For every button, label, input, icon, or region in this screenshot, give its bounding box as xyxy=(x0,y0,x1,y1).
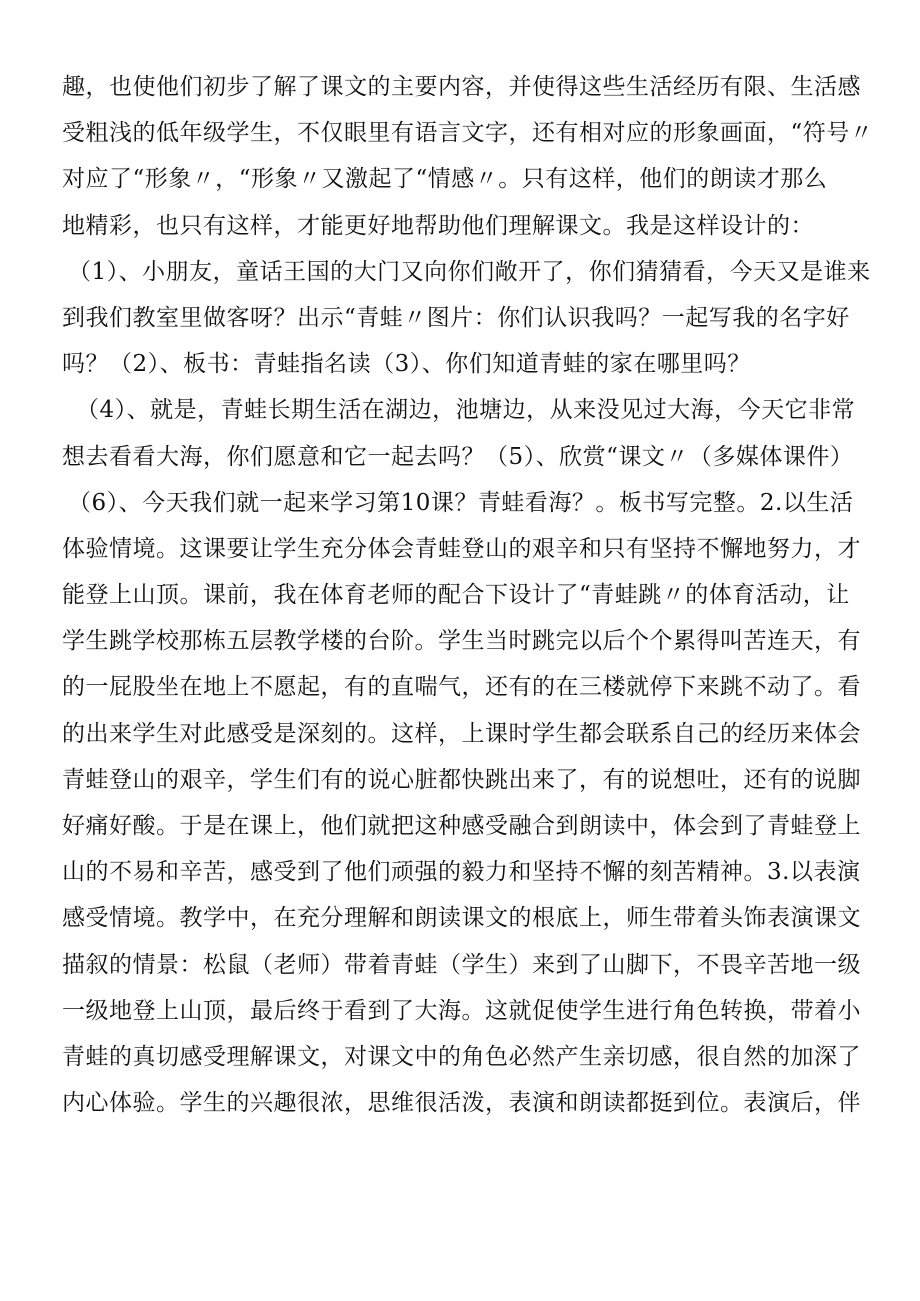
text-line: 到我们教室里做客呀？出示“青蛙〃图片：你们认识我吗？一起写我的名字好 xyxy=(62,304,850,331)
text-line: （6）、今天我们就一起来学习第10课？青蛙看海？。板书写完整。2.以生活 xyxy=(68,489,854,516)
text-line: 的一屁股坐在地上不愿起，有的直喘气，还有的在三楼就停下来跳不动了。看 xyxy=(62,674,861,701)
text-line: 学生跳学校那栋五层教学楼的台阶。学生当时跳完以后个个累得叫苦连天，有 xyxy=(62,628,861,655)
body-text xyxy=(62,64,874,1126)
text-line: 青蛙登山的艰辛，学生们有的说心脏都快跳出来了，有的说想吐，还有的说脚 xyxy=(62,766,861,793)
text-line: 的出来学生对此感受是深刻的。这样，上课时学生都会联系自己的经历来体会 xyxy=(62,720,861,747)
text-line: 想去看看大海，你们愿意和它一起去吗？（5）、欣赏“课文〃（多媒体课件） xyxy=(62,443,854,470)
text-line: 内心体验。学生的兴趣很浓，思维很活泼，表演和朗读都挺到位。表演后，伴 xyxy=(62,1090,861,1117)
text-line: 山的不易和辛苦，感受到了他们顽强的毅力和坚持不懈的刻苦精神。3.以表演 xyxy=(62,859,861,886)
text-line: 能登上山顶。课前，我在体育老师的配合下设计了“青蛙跳〃的体育活动，让 xyxy=(62,582,850,609)
text-line: 描叙的情景：松鼠（老师）带着青蛙（学生）来到了山脚下，不畏辛苦地一级 xyxy=(62,951,861,978)
text-line: 地精彩，也只有这样，才能更好地帮助他们理解课文。我是这样设计的： xyxy=(62,212,814,239)
text-line: 好痛好酸。于是在课上，他们就把这种感受融合到朗读中，体会到了青蛙登上 xyxy=(62,813,861,839)
text-line: 一级地登上山顶，最后终于看到了大海。这就促使学生进行角色转换，带着小 xyxy=(62,997,861,1024)
text-line: 体验情境。这课要让学生充分体会青蛙登山的艰辛和只有坚持不懈地努力，才 xyxy=(62,535,861,562)
text-line: （1）、小朋友，童话王国的大门又向你们敞开了，你们猜猜看，今天又是谁来 xyxy=(68,258,871,285)
text-line: 吗？（2）、板书：青蛙指名读（3）、你们知道青蛙的家在哪里吗？ xyxy=(62,351,751,378)
text-line: 受粗浅的低年级学生，不仅眼里有语言文字，还有相对应的形象画面，“符号〃 xyxy=(62,120,874,147)
text-line: （4）、就是，青蛙长期生活在湖边，池塘边，从来没见过大海，今天它非常 xyxy=(76,397,856,424)
text-line: 青蛙的真切感受理解课文，对课文中的角色必然产生亲切感，很自然的加深了 xyxy=(62,1043,861,1070)
text-line: 对应了“形象〃，“形象〃又激起了“情感〃。只有这样，他们的朗读才那么 xyxy=(62,166,828,193)
text-line: 趣，也使他们初步了解了课文的主要内容，并使得这些生活经历有限、生活感 xyxy=(62,74,861,100)
text-line: 感受情境。教学中，在充分理解和朗读课文的根底上，师生带着头饰表演课文 xyxy=(62,905,861,932)
